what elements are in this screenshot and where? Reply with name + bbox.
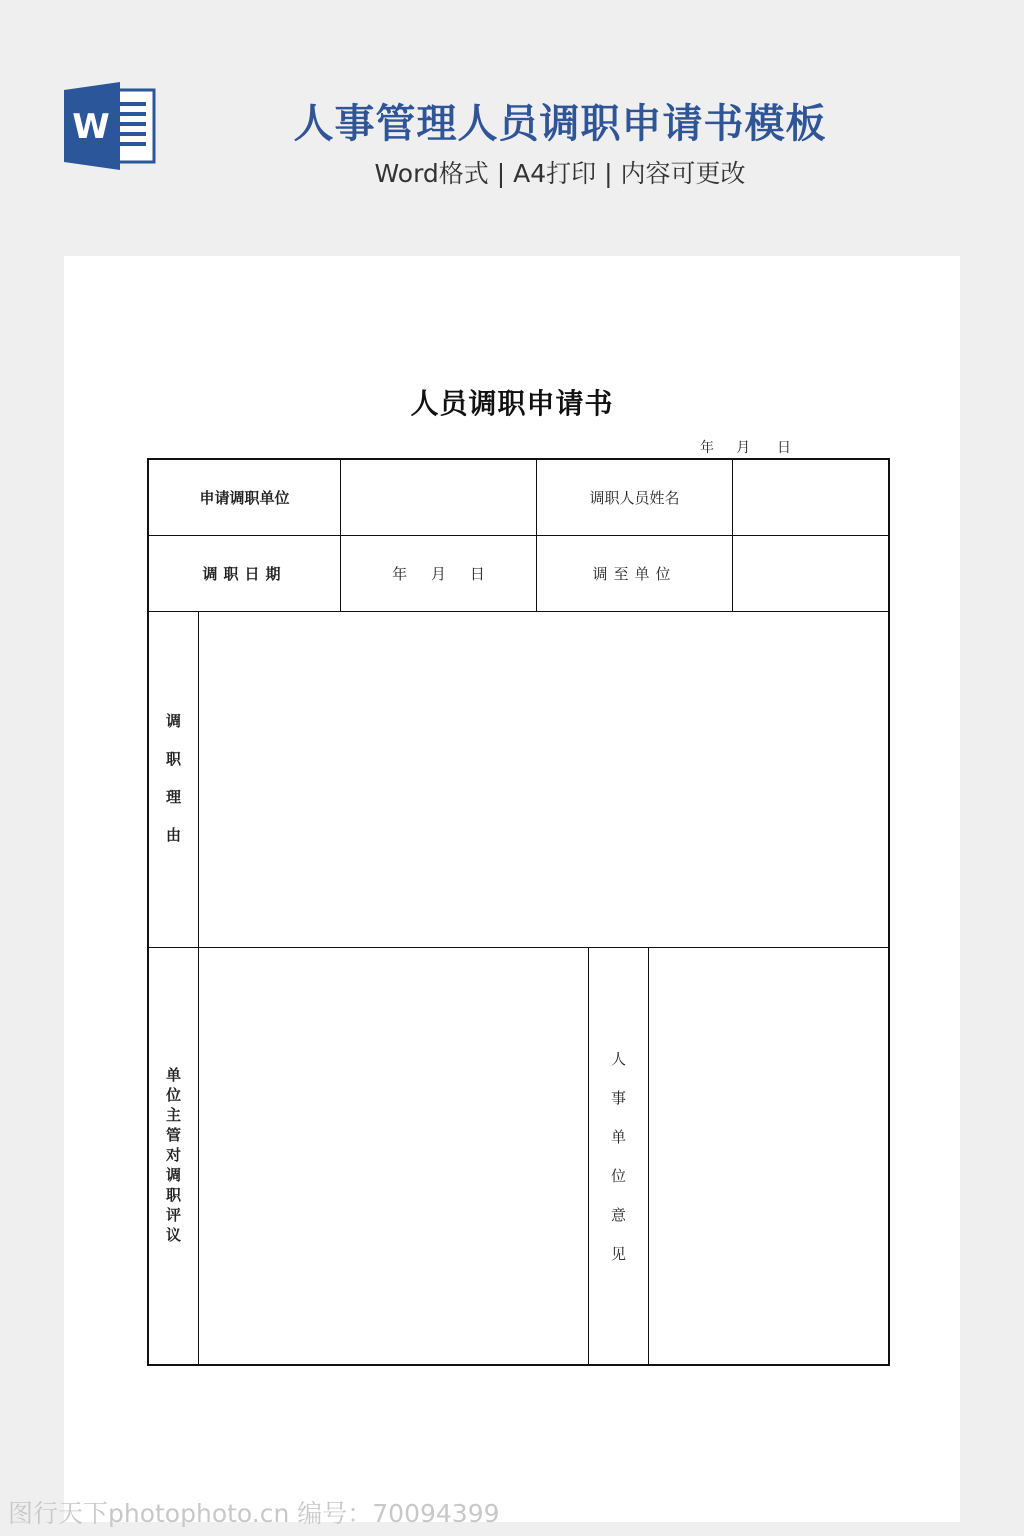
page-title: 人事管理人员调职申请书模板 bbox=[293, 101, 827, 147]
word-logo-letter: W bbox=[72, 107, 110, 147]
watermark: 图行天下photophoto.cn 编号：70094399 bbox=[8, 1499, 500, 1528]
staff-name-label: 调职人员姓名 bbox=[589, 489, 680, 507]
apply-unit-label: 申请调职单位 bbox=[199, 489, 290, 507]
transfer-form-table bbox=[147, 458, 890, 1366]
document-title: 人员调职申请书 bbox=[410, 387, 614, 420]
hr-opinion-field[interactable] bbox=[649, 948, 888, 1364]
word-logo-icon bbox=[64, 82, 156, 170]
target-unit-label: 调至单位 bbox=[592, 565, 677, 583]
transfer-reason-label: 调 职 理 由 bbox=[165, 712, 181, 844]
transfer-date-field[interactable]: 年 月 日 bbox=[392, 565, 485, 583]
page-subtitle: Word格式 | A4打印 | 内容可更改 bbox=[374, 159, 746, 188]
transfer-reason-field[interactable] bbox=[199, 612, 888, 947]
supervisor-review-label: 单 位 主 管 对 调 职 评 议 bbox=[165, 1066, 181, 1244]
staff-name-field[interactable] bbox=[733, 460, 888, 535]
hr-opinion-label: 人 事 单 位 意 见 bbox=[610, 1050, 626, 1263]
apply-unit-field[interactable] bbox=[341, 460, 536, 535]
target-unit-field[interactable] bbox=[733, 536, 888, 611]
document-date-line: 年 月 日 bbox=[700, 440, 791, 456]
transfer-date-label: 调职日期 bbox=[202, 565, 287, 583]
supervisor-review-field[interactable] bbox=[199, 948, 588, 1364]
